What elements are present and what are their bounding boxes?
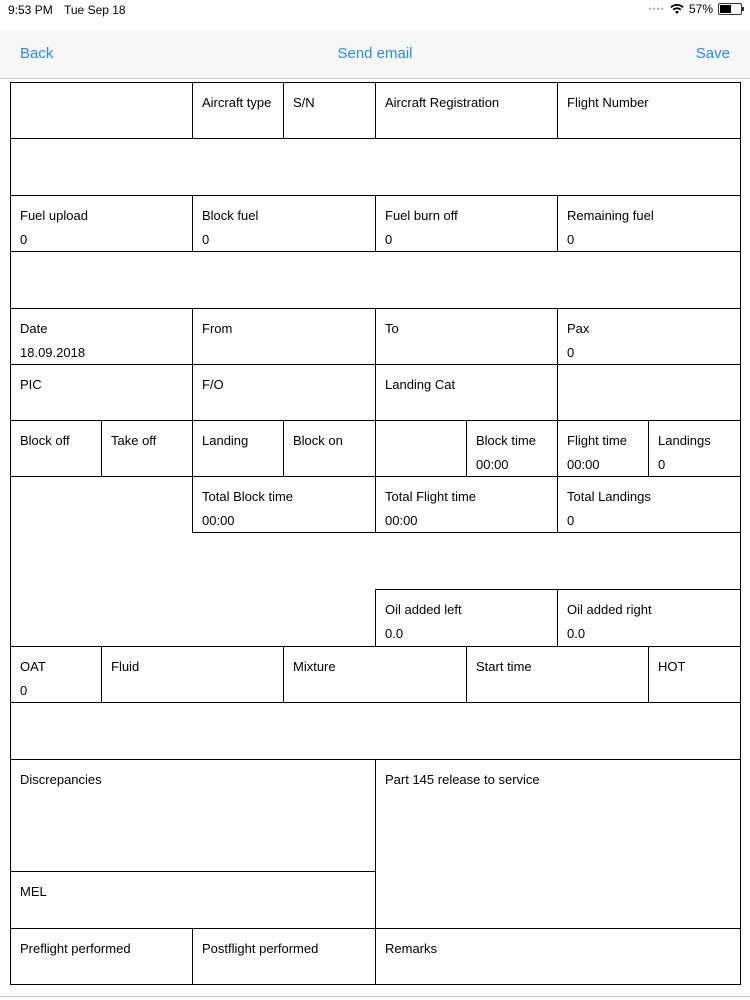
flight-number-field[interactable]: Flight Number: [557, 82, 741, 139]
aircraft-registration-field[interactable]: Aircraft Registration: [375, 82, 558, 139]
total-landings-field: Total Landings 0: [557, 476, 741, 533]
fuel-burn-off-field[interactable]: Fuel burn off 0: [375, 195, 558, 252]
blank-cell: [375, 420, 467, 477]
start-time-field[interactable]: Start time: [466, 646, 649, 703]
multitasking-dots-icon: ••••: [648, 4, 665, 14]
aircraft-type-field[interactable]: Aircraft type: [192, 82, 284, 139]
blank-row: [192, 532, 741, 590]
oil-added-right-field[interactable]: Oil added right 0.0: [557, 589, 741, 647]
mel-field[interactable]: MEL: [10, 871, 376, 929]
block-fuel-field[interactable]: Block fuel 0: [192, 195, 376, 252]
blank-cell: [557, 364, 741, 421]
landing-field[interactable]: Landing: [192, 420, 284, 477]
remaining-fuel-field[interactable]: Remaining fuel 0: [557, 195, 741, 252]
sn-field[interactable]: S/N: [283, 82, 376, 139]
status-date: Tue Sep 18: [64, 3, 126, 17]
block-time-field: Block time 00:00: [466, 420, 558, 477]
fo-field[interactable]: F/O: [192, 364, 376, 421]
pic-field[interactable]: PIC: [10, 364, 193, 421]
take-off-field[interactable]: Take off: [101, 420, 193, 477]
blank-row: [10, 251, 741, 309]
part145-release-field[interactable]: Part 145 release to service: [375, 759, 741, 929]
blank-cell: [10, 82, 193, 139]
fluid-field[interactable]: Fluid: [101, 646, 284, 703]
from-field[interactable]: From: [192, 308, 376, 365]
total-flight-time-field: Total Flight time 00:00: [375, 476, 558, 533]
status-time: 9:53 PM: [8, 3, 53, 17]
oat-field[interactable]: OAT 0: [10, 646, 102, 703]
landing-cat-field[interactable]: Landing Cat: [375, 364, 558, 421]
bottom-divider: [0, 996, 750, 997]
block-on-field[interactable]: Block on: [283, 420, 376, 477]
pax-field[interactable]: Pax 0: [557, 308, 741, 365]
landings-field[interactable]: Landings 0: [648, 420, 741, 477]
flight-time-field: Flight time 00:00: [557, 420, 649, 477]
blank-row: [10, 702, 741, 760]
mixture-field[interactable]: Mixture: [283, 646, 467, 703]
hot-field[interactable]: HOT: [648, 646, 741, 703]
postflight-performed-field[interactable]: Postflight performed: [192, 928, 376, 985]
discrepancies-field[interactable]: Discrepancies: [10, 759, 376, 872]
battery-percent: 57%: [688, 2, 713, 16]
date-field[interactable]: Date 18.09.2018: [10, 308, 193, 365]
oil-added-left-field[interactable]: Oil added left 0.0: [375, 589, 558, 647]
back-button[interactable]: Back: [20, 45, 54, 62]
fuel-upload-field[interactable]: Fuel upload 0: [10, 195, 193, 252]
send-email-button[interactable]: Send email: [0, 45, 750, 62]
remarks-field[interactable]: Remarks: [375, 928, 741, 985]
blank-row: [10, 138, 741, 196]
preflight-performed-field[interactable]: Preflight performed: [10, 928, 193, 985]
to-field[interactable]: To: [375, 308, 558, 365]
blank-block: [10, 476, 193, 647]
blank-cell: [192, 589, 376, 647]
save-button[interactable]: Save: [695, 45, 730, 62]
total-block-time-field: Total Block time 00:00: [192, 476, 376, 533]
block-off-field[interactable]: Block off: [10, 420, 102, 477]
